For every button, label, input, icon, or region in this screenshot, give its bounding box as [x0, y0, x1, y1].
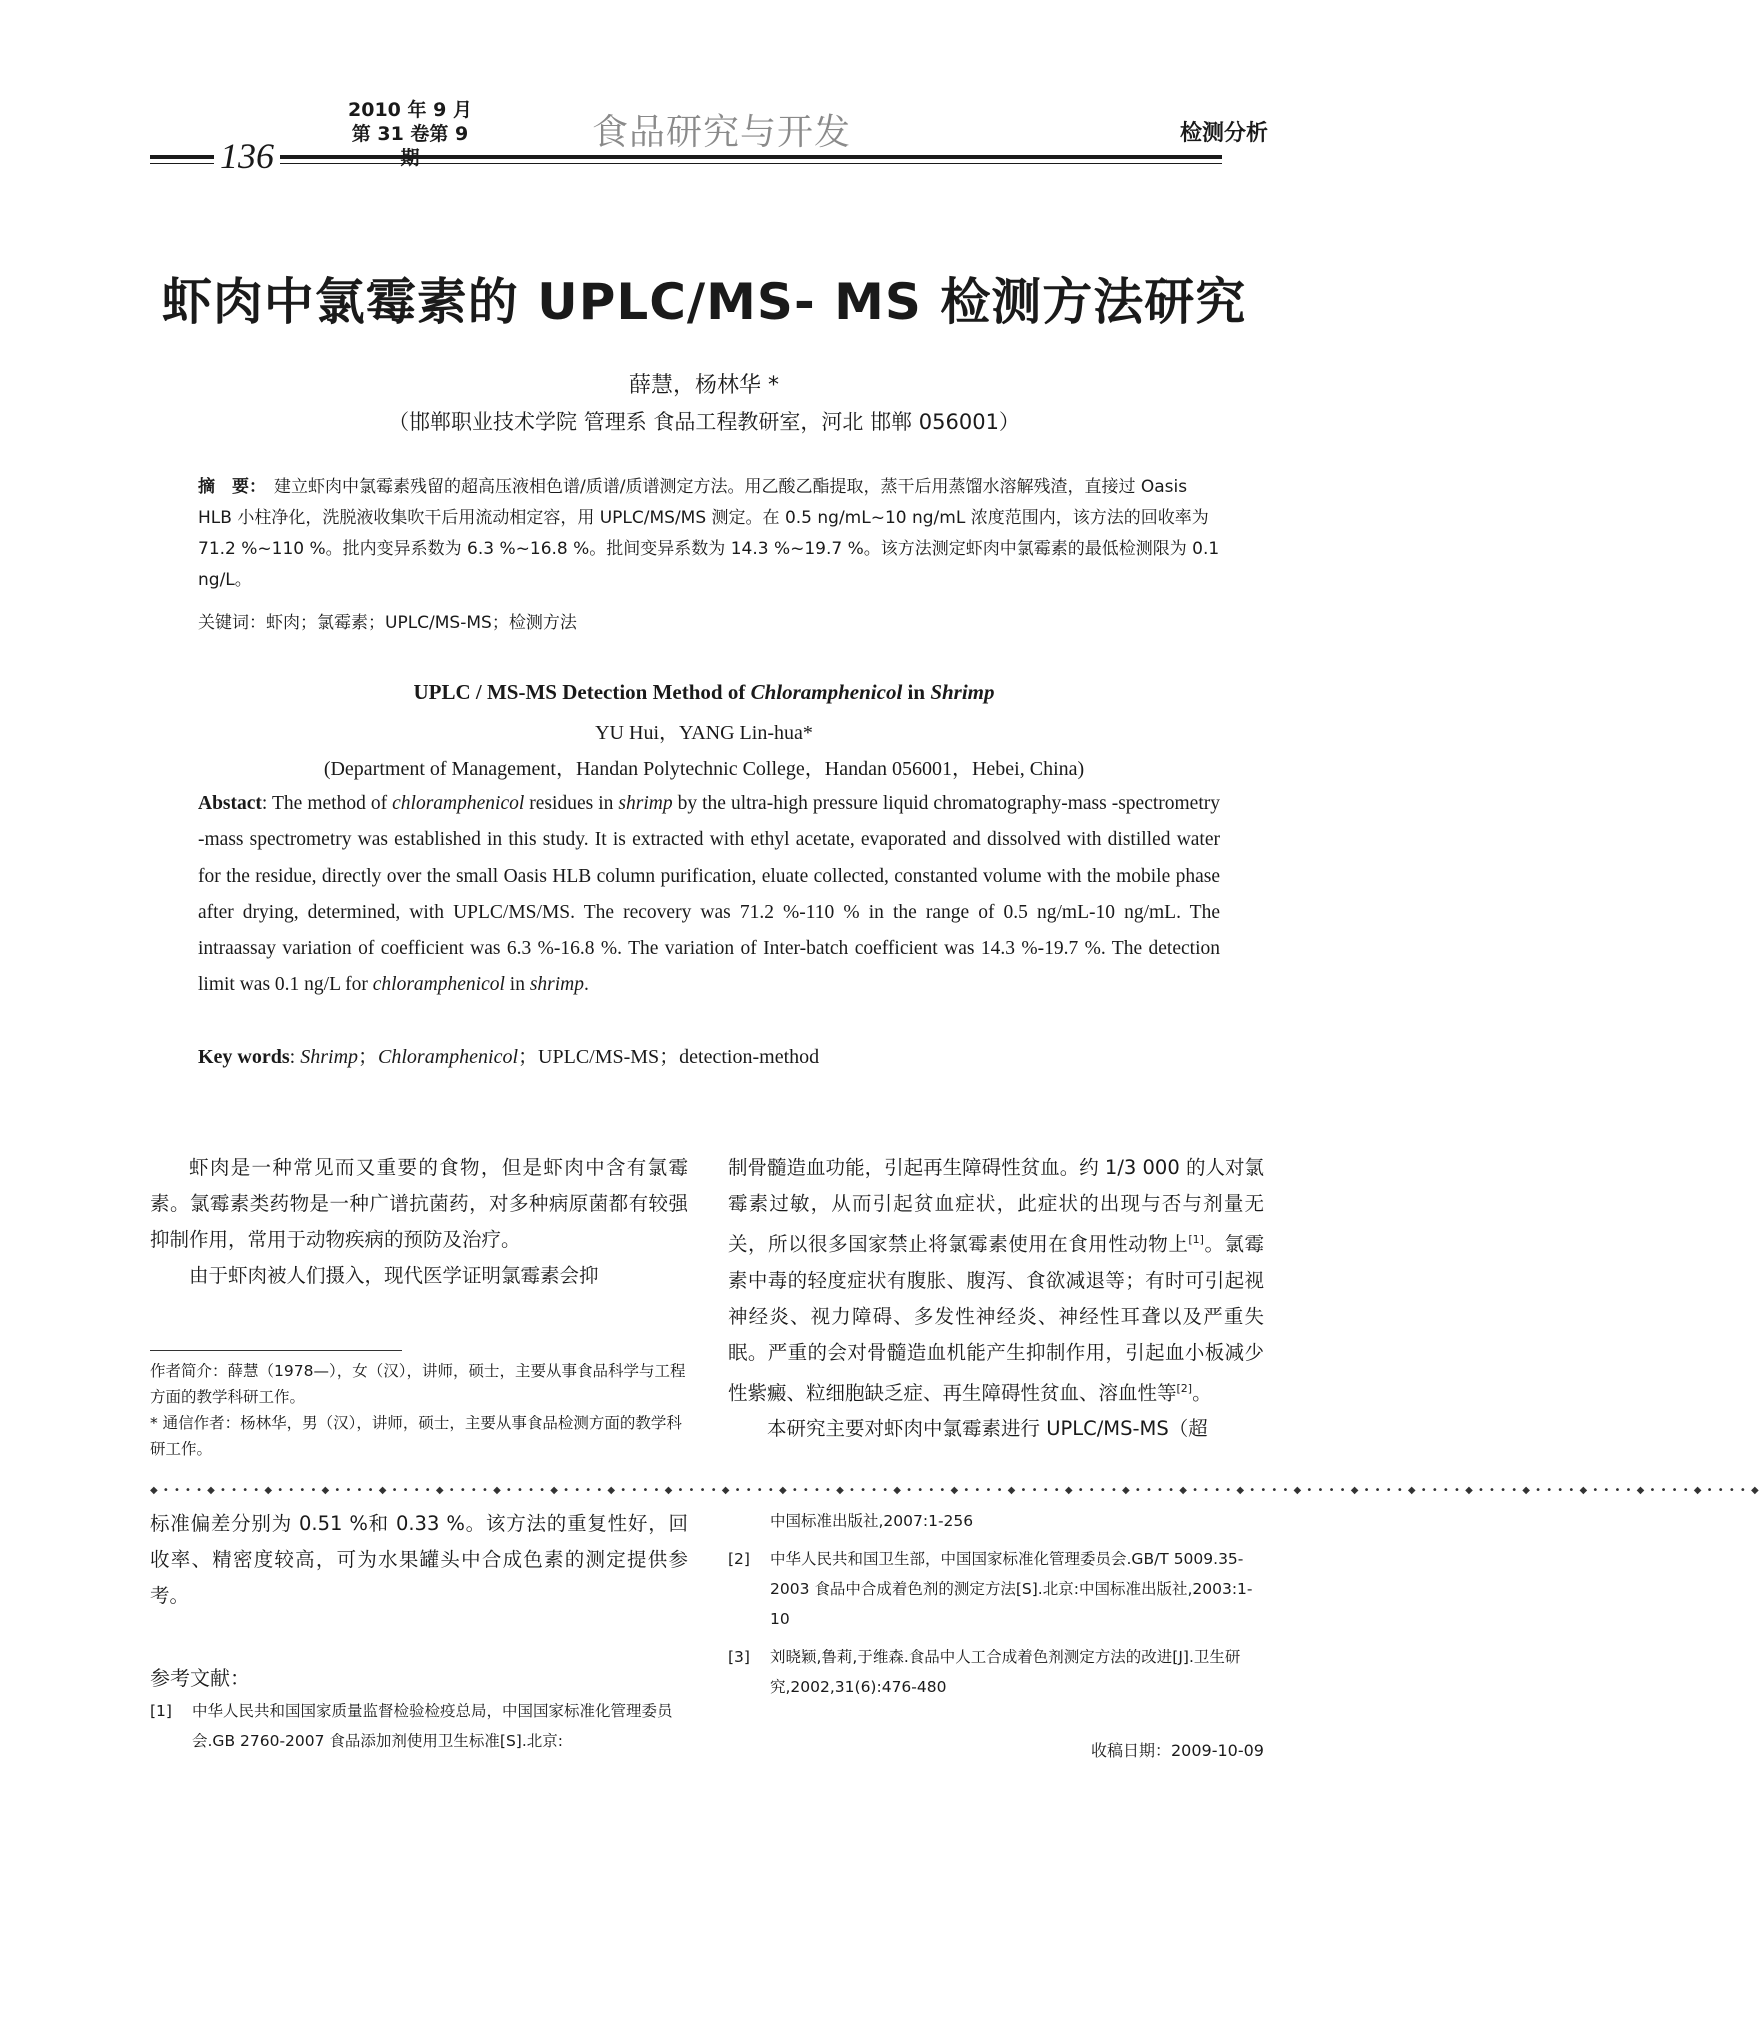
english-authors: YU Hui，YANG Lin-hua*: [595, 722, 813, 744]
keywords-en-sep: ；: [358, 1046, 379, 1068]
english-title: [0, 680, 1408, 705]
abstract-en-text: by the ultra-high pressure liquid chromatography-mass -spectrometry -mass spectrometry was established in this study. It is extracted with ethyl acetate, evaporated and dissolved with distilled water for the residue, directly over the small Oasis HLB column purification, eluate collected, constanted volume with the mobile phase after drying, determined, with UPLC/MS/MS. The recovery was 71.2 %-110 % in the range of 0.5 ng/mL-10 ng/mL. The intraassay variation of coefficient was 6.3 %-16.8 %. The variation of Inter-batch coefficient was 14.3 %-19.7 %. The detection limit was 0.1 ng/L for: [198, 793, 1220, 996]
abstract-en-italic: chloramphenicol: [392, 793, 525, 814]
header-rule-thin: [150, 163, 1222, 164]
keywords-en: [198, 1040, 1220, 1069]
article-title: 虾肉中氯霉素的 UPLC/MS- MS 检测方法研究: [161, 273, 1247, 331]
reference-number: [2]: [728, 1550, 750, 1568]
abstract-en-text: : The method of: [261, 793, 393, 814]
abstract-en-italic: shrimp: [529, 974, 585, 996]
english-title-mid: in: [902, 680, 931, 704]
english-title-it2: Shrimp: [930, 680, 995, 704]
article-separator: ◆ • • • • ◆ • • • • ◆ • • • • ◆ • • • • ◆ • • • • ◆ • • • • ◆ • • • • ◆ • • • • ◆ • • • • ◆ • • • • ◆ • • • • ◆ • • • • ◆ • • • • ◆ • • • • ◆ • • • • ◆ • • • • ◆ • • • • ◆ • • • • ◆ • • • • ◆ • • • • ◆ • • • • ◆ • • • • ◆ • • • • ◆ • • • • ◆ • • • • ◆ • • • • ◆ • • • • ◆ • • • • ◆: [150, 1485, 1760, 1496]
abstract-cn-label: 摘 要：: [198, 477, 266, 497]
article-authors: 薛慧，杨林华 *: [629, 373, 779, 398]
issue-date-line1: 2010 年 9 月: [348, 99, 472, 121]
abstract-en-label: Abstact: [198, 793, 262, 814]
section-name: 检测分析: [1179, 121, 1268, 146]
abstract-cn-text: 建立虾肉中氯霉素残留的超高压液相色谱/质谱/质谱测定方法。用乙酸乙酯提取，蒸干后用蒸馏水溶解残渣，直接过 Oasis HLB 小柱净化，洗脱液收集吹干后用流动相定容，用 UPLC/MS/MS 测定。在 0.5 ng/mL~10 ng/mL 浓度范围内，该方法的回收率为 71.2 %~110 %。批内变异系数为 6.3 %~16.8 %。批间变异系数为 14.3 %~19.7 %。该方法测定虾肉中氯霉素的最低检测限为 0.1 ng/L。: [198, 477, 1220, 590]
body-right-column: [728, 1150, 1264, 1447]
keywords-cn-text: 虾肉；氯霉素；UPLC/MS-MS；检测方法: [266, 613, 577, 633]
abstract-en-text: .: [584, 974, 589, 996]
abstract-en-italic: chloramphenicol: [372, 974, 505, 996]
body-left-column: [150, 1150, 688, 1294]
body-paragraph: 本研究主要对虾肉中氯霉素进行 UPLC/MS-MS（超: [767, 1417, 1208, 1440]
abstract-cn: [198, 472, 1220, 596]
keywords-cn-label: 关键词：: [198, 613, 266, 633]
body-paragraph: 虾肉是一种常见而又重要的食物，但是虾肉中含有氯霉素。氯霉素类药物是一种广谱抗菌药，对多种病原菌都有较强抑制作用，常用于动物疾病的预防及治疗。: [150, 1156, 688, 1251]
body-paragraph: [728, 1150, 1264, 1411]
issue-date: [340, 98, 480, 170]
abstract-en: [198, 786, 1220, 1004]
keywords-en-italic: Shrimp: [300, 1046, 359, 1068]
abstract-en-text: residues in: [524, 793, 619, 814]
body-text: 。: [1192, 1381, 1212, 1404]
footnote-author2: * 通信作者：杨林华，男（汉），讲师，硕士，主要从事食品检测方面的教学科研工作。: [150, 1414, 682, 1458]
author-footnotes: [150, 1358, 688, 1462]
received-date: 收稿日期：2009-10-09: [1091, 1741, 1264, 1760]
body-text: 。氯霉素中毒的轻度症状有腹胀、腹泻、食欲减退等；有时可引起视神经炎、视力障碍、多发性神经炎、神经性耳聋以及严重失眠。严重的会对骨髓造血机能产生抑制作用，引起血小板减少性紫癜、粒细胞缺乏症、再生障碍性贫血、溶血性等: [728, 1232, 1264, 1404]
english-affiliation: (Department of Management，Handan Polytechnic College，Handan 056001，Hebei, China): [323, 758, 1085, 780]
issue-date-line2: 第 31 卷第 9: [351, 123, 469, 145]
keywords-en-italic: Chloramphenicol: [378, 1046, 519, 1068]
footnote-rule: [150, 1350, 402, 1351]
reference-text: 刘晓颖,鲁莉,于维森.食品中人工合成着色剂测定方法的改进[J].卫生研究,2002,31(6):476-480: [770, 1648, 1241, 1696]
reference-number: [1]: [150, 1702, 172, 1720]
footnote-author1: 作者简介：薛慧（1978—），女（汉），讲师，硕士，主要从事食品科学与工程方面的教学科研工作。: [150, 1362, 686, 1406]
reference-number: [3]: [728, 1648, 750, 1666]
reference-item: [150, 1696, 688, 1756]
reference-text: 中华人民共和国卫生部，中国国家标准化管理委员会.GB/T 5009.35-2003 食品中合成着色剂的测定方法[S].北京:中国标准出版社,2003:1-10: [770, 1550, 1253, 1628]
reference-item: [728, 1506, 1264, 1536]
citation: [1]: [1188, 1233, 1204, 1246]
reference-text: 中国标准出版社,2007:1-256: [770, 1512, 974, 1530]
citation: [2]: [1176, 1381, 1193, 1395]
references-left: [150, 1696, 688, 1764]
reference-text: 中华人民共和国国家质量监督检验检疫总局，中国国家标准化管理委员会.GB 2760-2007 食品添加剂使用卫生标准[S].北京:: [192, 1702, 673, 1750]
keywords-en-sep: :: [289, 1046, 301, 1068]
abstract-en-italic: shrimp: [618, 793, 673, 814]
body-text: 制骨髓造血功能，引起再生障碍性贫血。约 1/3 000 的人对氯霉素过敏，从而引起贫血症状，此症状的出现与否与剂量无关，所以很多国家禁止将氯霉素使用在食用性动物上: [728, 1156, 1264, 1256]
keywords-en-label: Key words: [198, 1046, 290, 1068]
english-title-pre: UPLC / MS-MS Detection Method of: [413, 680, 751, 704]
english-title-it1: Chloramphenicol: [750, 680, 903, 704]
article-affiliation: （邯郸职业技术学院 管理系 食品工程教研室，河北 邯郸 056001）: [388, 410, 1020, 434]
header-rule-thick: [150, 155, 1222, 159]
reference-item: [728, 1642, 1264, 1702]
abstract-en-text: in: [504, 974, 530, 996]
references-right: [728, 1506, 1264, 1710]
keywords-cn: [198, 608, 1220, 633]
journal-name: 食品研究与开发: [592, 112, 852, 153]
keywords-en-rest: ；UPLC/MS-MS；detection-method: [518, 1046, 820, 1068]
references-heading: 参考文献：: [150, 1666, 250, 1690]
body-paragraph: 由于虾肉被人们摄入，现代医学证明氯霉素会抑: [189, 1264, 599, 1287]
reference-item: [728, 1544, 1264, 1634]
prev-article-text: 标准偏差分别为 0.51 %和 0.33 %。该方法的重复性好，回收率、精密度较高，可为水果罐头中合成色素的测定提供参考。: [150, 1512, 688, 1607]
page-number: 136: [214, 136, 280, 176]
